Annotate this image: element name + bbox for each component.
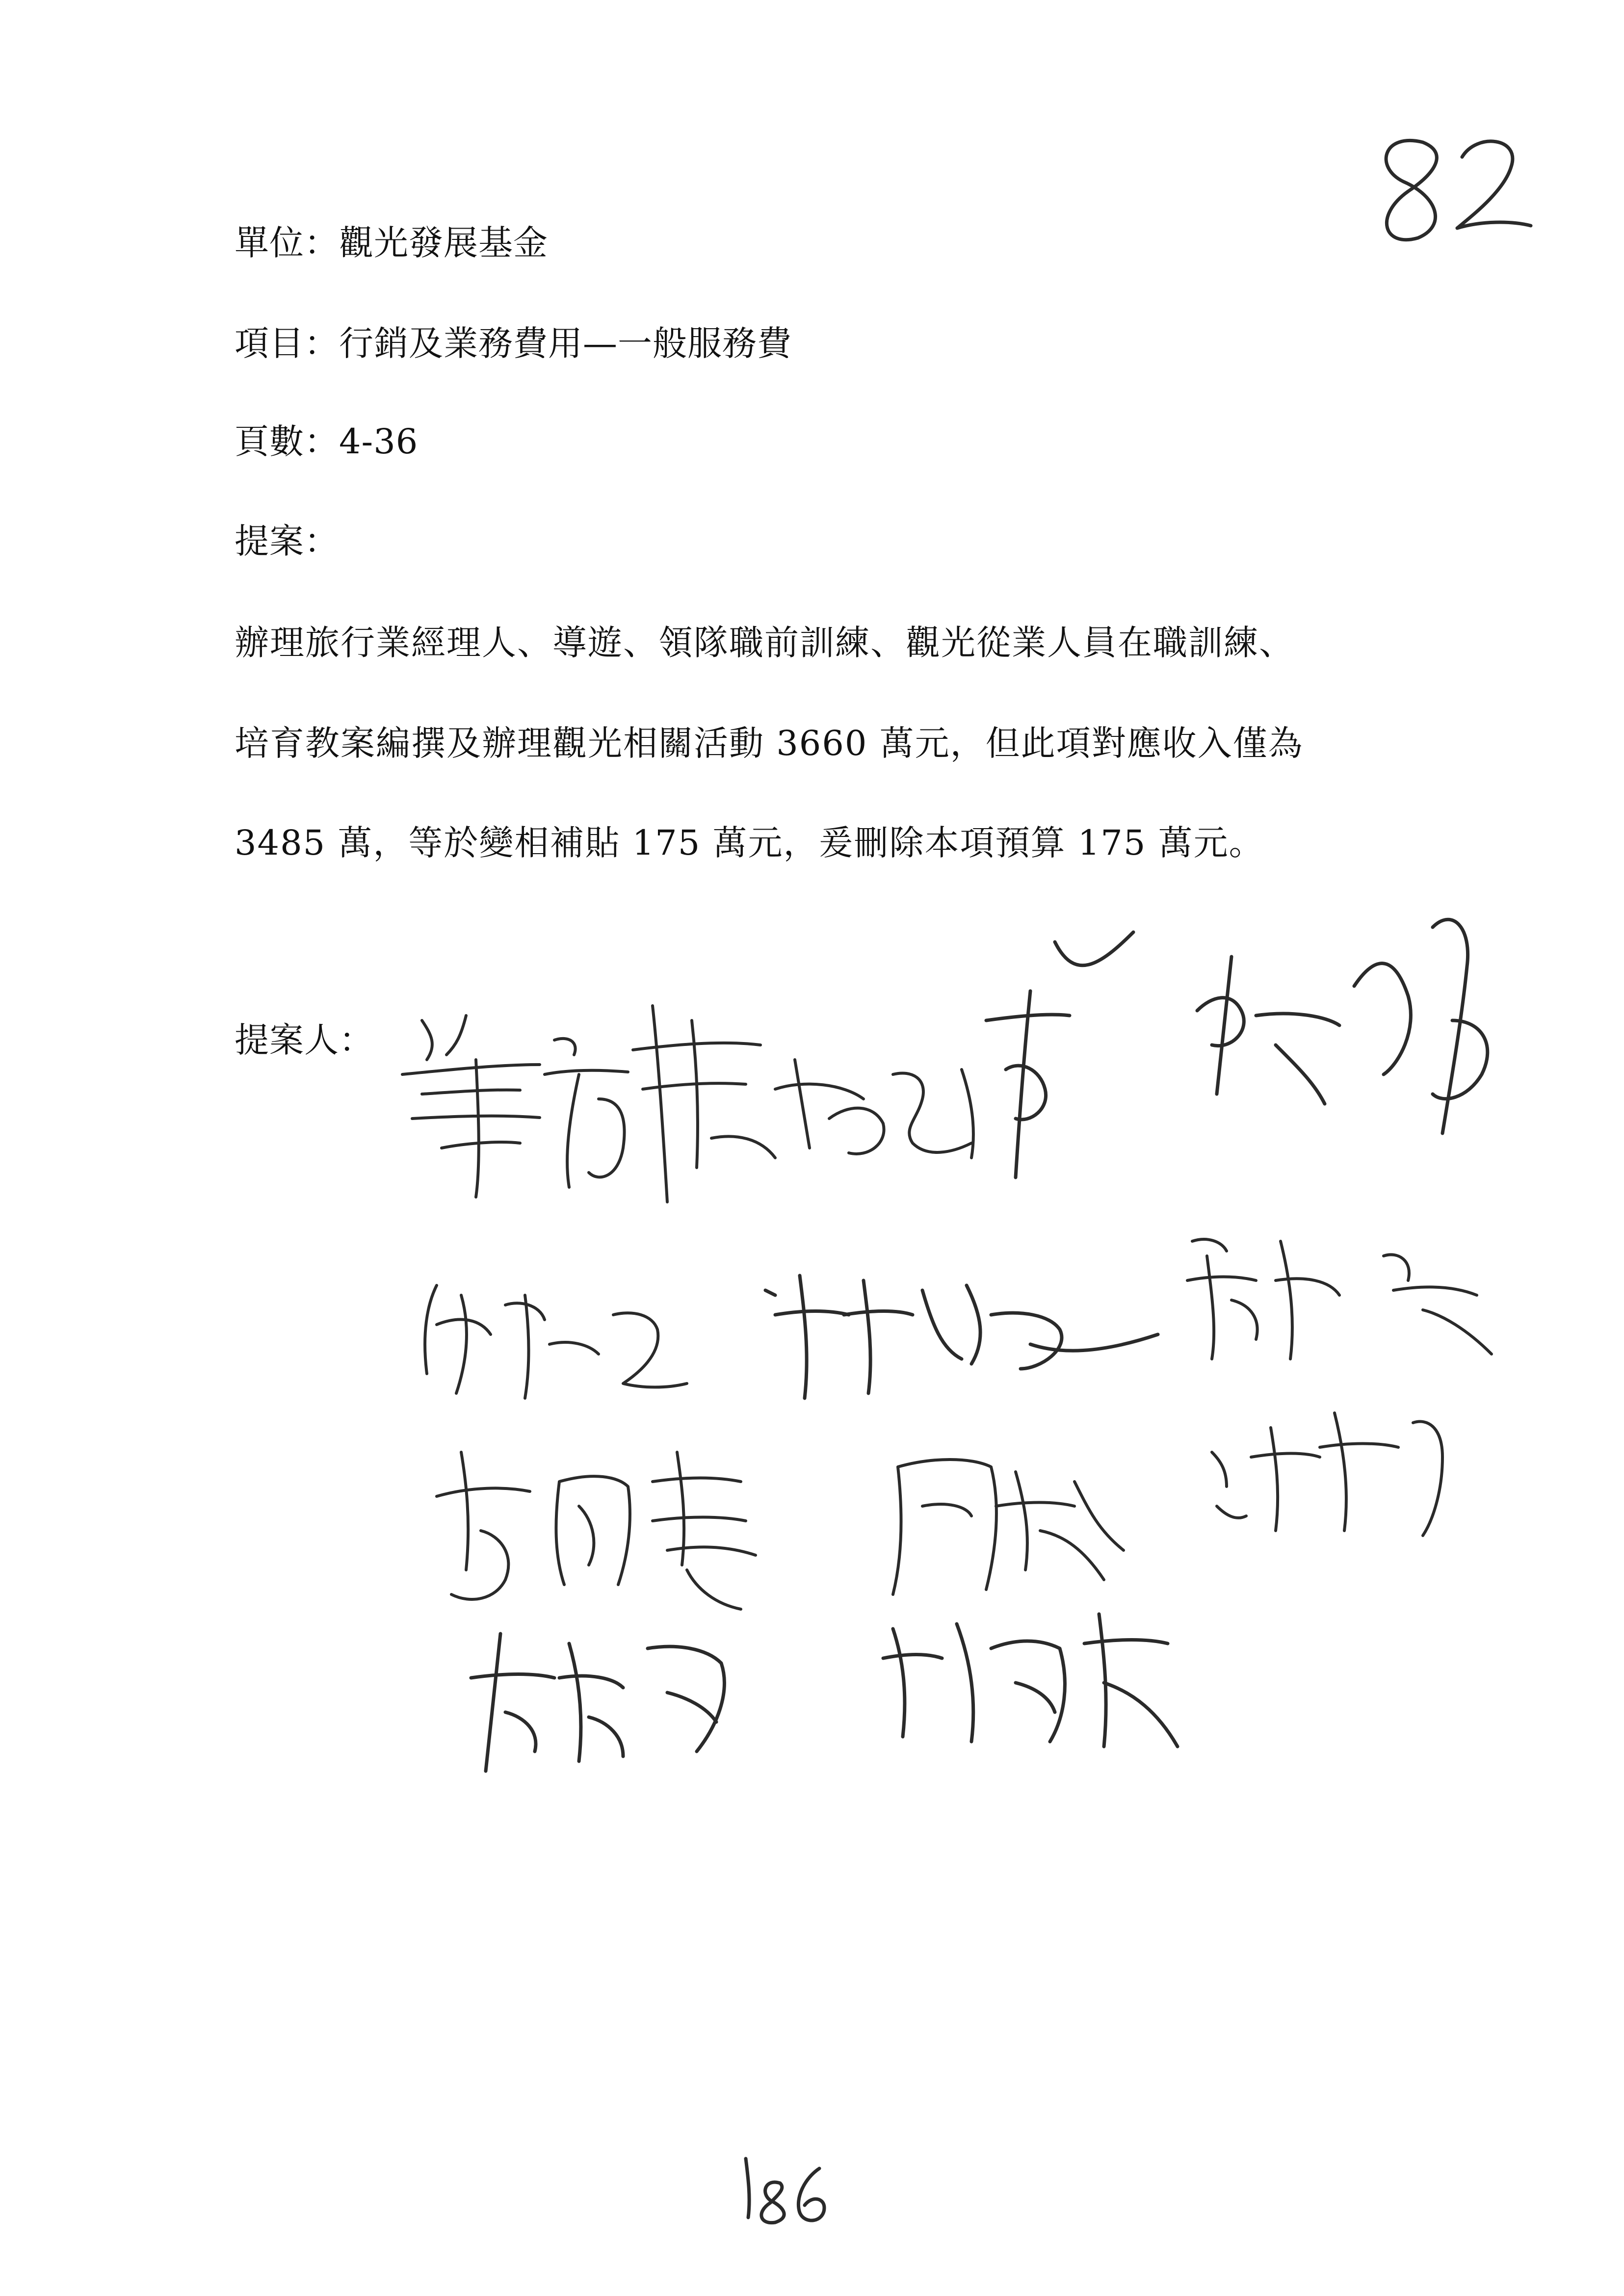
handwritten-number-82	[1364, 123, 1541, 250]
signature-4	[976, 922, 1163, 1197]
signature-7	[756, 1246, 1178, 1413]
signature-10	[878, 1433, 1153, 1609]
signature-5	[1178, 898, 1521, 1173]
signature-11-chen	[1197, 1383, 1472, 1545]
handwritten-page-number-186	[726, 2144, 834, 2227]
signature-9	[422, 1423, 814, 1629]
pages-line: 頁數：4-36	[235, 421, 419, 462]
signature-8	[1178, 1212, 1521, 1374]
item-line: 項目：行銷及業務費用—一般服務費	[235, 323, 792, 364]
proposal-label: 提案：	[235, 521, 339, 561]
signature-13	[873, 1585, 1207, 1771]
proposal-body-line-1: 辦理旅行業經理人、導遊、領隊職前訓練、觀光從業人員在職訓練、	[235, 623, 1294, 663]
proposal-body-line-2: 培育教案編撰及辦理觀光相關活動 3660 萬元，但此項對應收入僅為	[235, 723, 1304, 763]
signature-12	[461, 1604, 765, 1791]
proposal-body-line-3: 3485 萬，等於變相補貼 175 萬元，爰刪除本項預算 175 萬元。	[235, 823, 1264, 863]
signature-1	[393, 1001, 648, 1212]
proposers-label: 提案人：	[235, 1020, 374, 1060]
signature-3	[765, 1030, 1011, 1177]
signature-6	[407, 1256, 702, 1413]
unit-line: 單位：觀光發展基金	[235, 223, 548, 263]
